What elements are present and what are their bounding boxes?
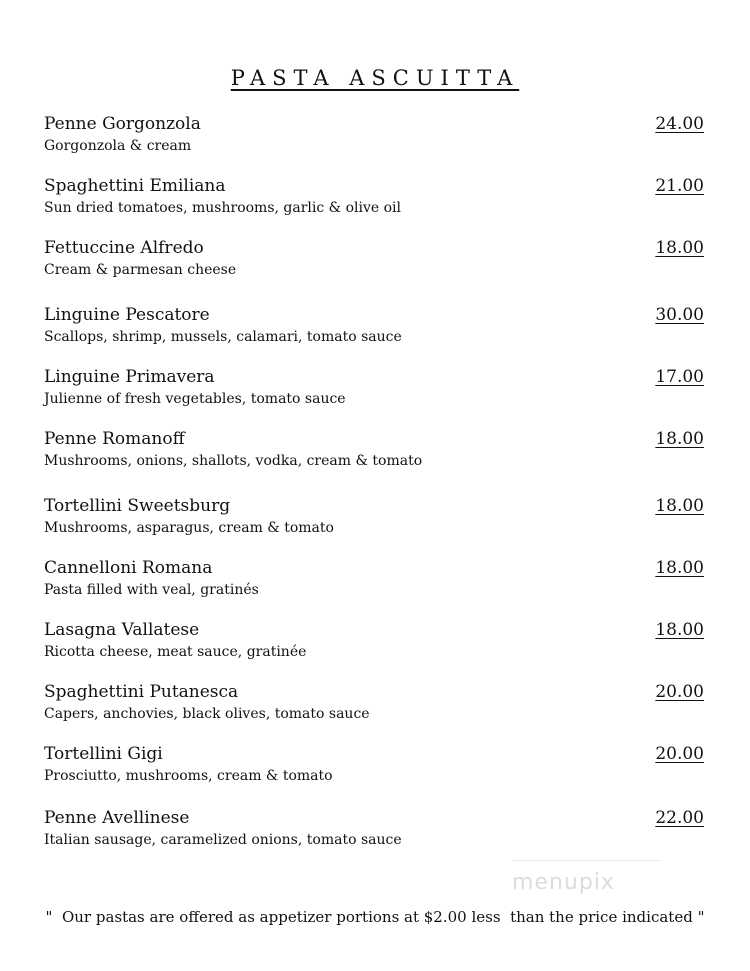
menu-item-price: 18.00 — [655, 429, 704, 449]
menu-item-price: 20.00 — [655, 682, 704, 702]
menu-item-description: Julienne of fresh vegetables, tomato sauce — [44, 391, 346, 407]
menu-item-price: 22.00 — [655, 808, 704, 828]
watermark-logo: menupix — [512, 870, 615, 895]
watermark-divider — [512, 860, 662, 861]
menu-item-description: Capers, anchovies, black olives, tomato sauce — [44, 706, 370, 722]
menu-item-description: Italian sausage, caramelized onions, tomato sauce — [44, 832, 402, 848]
menu-item-name: Tortellini Gigi — [44, 744, 163, 764]
menu-item-name: Lasagna Vallatese — [44, 620, 200, 640]
menu-item-name: Cannelloni Romana — [44, 558, 213, 578]
footnote: " Our pastas are offered as appetizer portions at $2.00 less than the price indicated " — [45, 908, 705, 926]
menu-item-description: Gorgonzola & cream — [44, 138, 192, 154]
menu-item-name: Linguine Primavera — [44, 367, 215, 387]
menu-section-title: PASTA ASCUITTA — [230, 66, 520, 90]
menu-item-name: Spaghettini Emiliana — [44, 176, 226, 196]
menu-item-description: Mushrooms, onions, shallots, vodka, cream & tomato — [44, 453, 423, 469]
menu-item-description: Scallops, shrimp, mussels, calamari, tomato sauce — [44, 329, 402, 345]
menu-item-price: 21.00 — [655, 176, 704, 196]
menu-item-name: Spaghettini Putanesca — [44, 682, 239, 702]
menu-item-price: 18.00 — [655, 496, 704, 516]
menu-item-name: Penne Avellinese — [44, 808, 190, 828]
menu-item-price: 18.00 — [655, 238, 704, 258]
menu-item-description: Ricotta cheese, meat sauce, gratinée — [44, 644, 307, 660]
menu-item-price: 24.00 — [655, 114, 704, 134]
menu-item-price: 30.00 — [655, 305, 704, 325]
menu-item-description: Cream & parmesan cheese — [44, 262, 237, 278]
menu-item-description: Pasta filled with veal, gratinés — [44, 582, 259, 598]
menu-item-price: 17.00 — [655, 367, 704, 387]
menu-item-price: 18.00 — [655, 558, 704, 578]
menu-item-name: Penne Gorgonzola — [44, 114, 201, 134]
menu-item-name: Linguine Pescatore — [44, 305, 210, 325]
menu-item-name: Tortellini Sweetsburg — [44, 496, 231, 516]
menu-item-description: Sun dried tomatoes, mushrooms, garlic & olive oil — [44, 200, 401, 216]
menu-item-name: Penne Romanoff — [44, 429, 185, 449]
menu-item-description: Prosciutto, mushrooms, cream & tomato — [44, 768, 333, 784]
menu-item-name: Fettuccine Alfredo — [44, 238, 204, 258]
menu-item-price: 18.00 — [655, 620, 704, 640]
menu-item-description: Mushrooms, asparagus, cream & tomato — [44, 520, 334, 536]
menu-item-price: 20.00 — [655, 744, 704, 764]
